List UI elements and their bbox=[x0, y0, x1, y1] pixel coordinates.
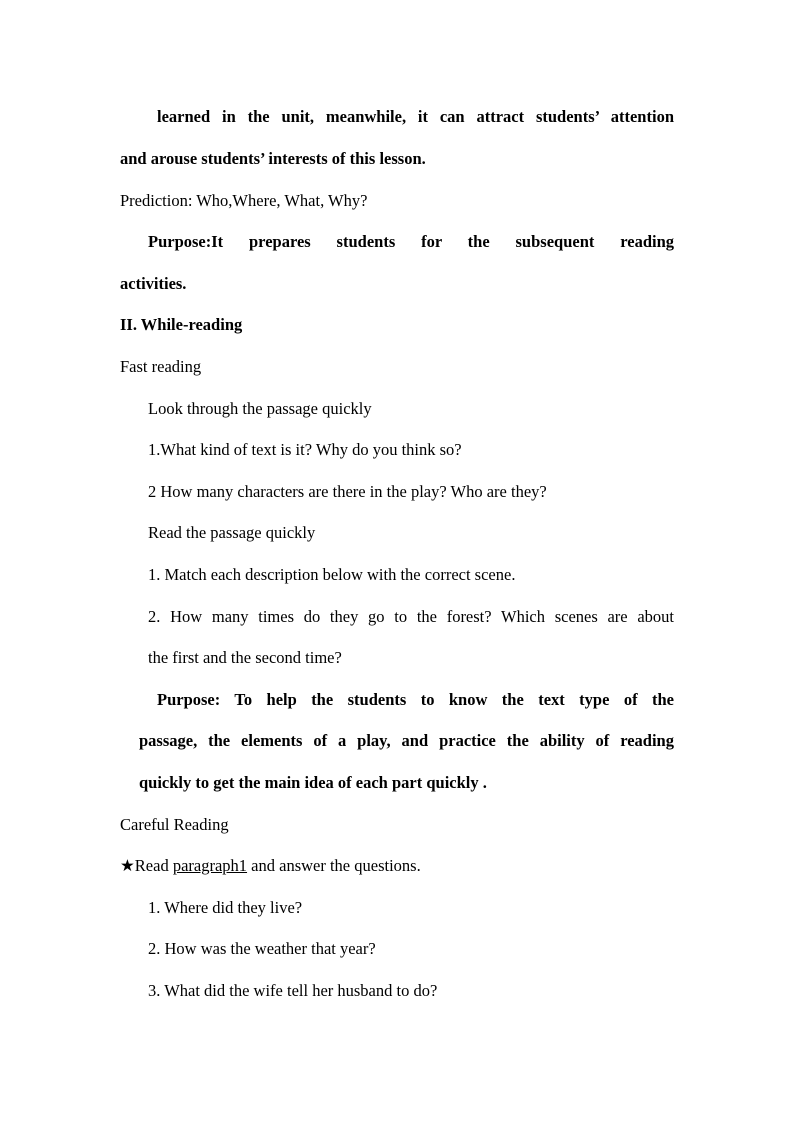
careful-question-3: 3. What did the wife tell her husband to do? bbox=[148, 981, 438, 1000]
careful-question-1: 1. Where did they live? bbox=[148, 898, 303, 917]
paragraph1-link[interactable]: paragraph1 bbox=[172, 856, 248, 875]
intro-line-1: learned in the unit, meanwhile, it can attract students’ attention bbox=[157, 107, 674, 126]
intro-line-2: and arouse students’ interests of this lesson. bbox=[120, 149, 426, 168]
section-heading-while-reading: II. While-reading bbox=[120, 315, 243, 334]
fast-task-2-line-1: 2. How many times do they go to the forest? Which scenes are about bbox=[148, 607, 674, 626]
purpose-1-line-1: Purpose:It prepares students for the subsequent reading bbox=[148, 232, 674, 251]
fast-reading-heading: Fast reading bbox=[120, 357, 202, 376]
purpose-1-line-2: activities. bbox=[120, 274, 187, 293]
careful-reading-heading: Careful Reading bbox=[120, 815, 229, 834]
fast-task-2-line-2: the first and the second time? bbox=[148, 648, 342, 667]
fast-question-2: 2 How many characters are there in the play? Who are they? bbox=[148, 482, 547, 501]
purpose-2-line-3: quickly to get the main idea of each part quickly . bbox=[139, 773, 487, 792]
read-quickly-instruction: Read the passage quickly bbox=[148, 523, 316, 542]
purpose-2-line-2: passage, the elements of a play, and practice the ability of reading bbox=[139, 731, 674, 750]
look-through-instruction: Look through the passage quickly bbox=[148, 399, 372, 418]
purpose-2-line-1: Purpose: To help the students to know the text type of the bbox=[157, 690, 674, 709]
careful-question-2: 2. How was the weather that year? bbox=[148, 939, 376, 958]
answer-questions-text: and answer the questions. bbox=[251, 856, 421, 875]
star-read-text: ★Read bbox=[120, 856, 169, 875]
fast-question-1: 1.What kind of text is it? Why do you think so? bbox=[148, 440, 462, 459]
prediction-line: Prediction: Who,Where, What, Why? bbox=[120, 191, 368, 210]
fast-task-1: 1. Match each description below with the correct scene. bbox=[148, 565, 516, 584]
read-paragraph-instruction bbox=[120, 856, 421, 876]
